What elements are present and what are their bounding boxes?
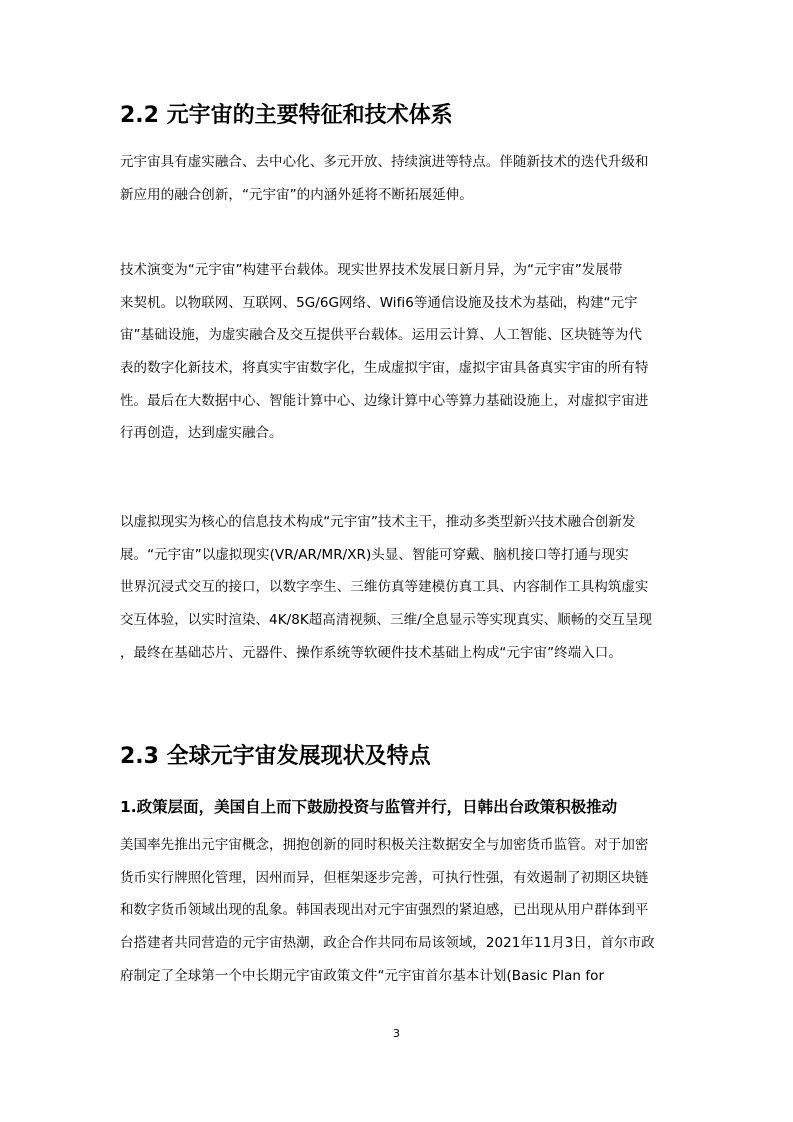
- text-line: 表的数字化新技术，将真实宇宙数字化，生成虚拟宇宙，虚拟宇宙具备真实宇宙的所有特: [120, 360, 649, 377]
- text-line: 展。“元宇宙”以虚拟现实(VR/AR/MR/XR)头显、智能可穿戴、脑机接口等打通与现实: [120, 546, 629, 563]
- text-line: 货币实行牌照化管理，因州而异，但框架逐步完善，可执行性强，有效遏制了初期区块链: [120, 869, 649, 886]
- subheading-policy: 1.政策层面，美国自上而下鼓励投资与监管并行，日韩出台政策积极推动: [120, 798, 618, 816]
- text-line: 行再创造，达到虚实融合。: [120, 425, 283, 442]
- text-line: 台搭建者共同营造的元宇宙热潮，政企合作共同布局该领域，2021年11月3日，首尔市政: [120, 935, 655, 952]
- text-line: ，最终在基础芯片、元器件、操作系统等软硬件技术基础上构成“元宇宙”终端入口。: [120, 644, 622, 661]
- text-line: 技术演变为“元宇宙”构建平台载体。现实世界技术发展日新月异，为“元宇宙”发展带: [120, 262, 623, 278]
- text-line: 交互体验，以实时渲染、4K/8K超高清视频、三维/全息显示等实现真实、顺畅的交互呈现: [120, 612, 653, 629]
- paragraph-platform: [120, 258, 680, 454]
- text-line: 新应用的融合创新，“元宇宙”的内涵外延将不断拓展延伸。: [120, 186, 473, 203]
- text-line: 来契机。以物联网、互联网、5G/6G网络、Wifi6等通信设施及技术为基础，构建“元宇: [120, 294, 638, 311]
- paragraph-virtual-reality: [120, 510, 680, 673]
- section-heading-2-3: 2.3 全球元宇宙发展现状及特点: [120, 744, 431, 769]
- text-line: 以虚拟现实为核心的信息技术构成“元宇宙”技术主干，推动多类型新兴技术融合创新发: [120, 514, 636, 530]
- text-line: 元宇宙具有虚实融合、去中心化、多元开放、持续演进等特点。伴随新技术的迭代升级和: [120, 154, 649, 170]
- text-line: 府制定了全球第一个中长期元宇宙政策文件“元宇宙首尔基本计划(Basic Plan for: [120, 967, 605, 984]
- text-line: 美国率先推出元宇宙概念，拥抱创新的同时积极关注数据安全与加密货币监管。对于加密: [120, 837, 649, 853]
- paragraph-policy: [120, 833, 680, 996]
- text-line: 和数字货币领域出现的乱象。韩国表现出对元宇宙强烈的紧迫感，已出现从用户群体到平: [120, 902, 649, 919]
- text-line: 性。最后在大数据中心、智能计算中心、边缘计算中心等算力基础设施上，对虚拟宇宙进: [120, 392, 649, 409]
- section-heading-2-2: 2.2 元宇宙的主要特征和技术体系: [120, 103, 453, 128]
- paragraph-characteristics: [120, 150, 680, 215]
- page-number: 3: [393, 1027, 400, 1040]
- text-line: 世界沉浸式交互的接口，以数字孪生、三维仿真等建模仿真工具、内容制作工具构筑虚实: [120, 579, 649, 596]
- text-line: 宙”基础设施，为虚实融合及交互提供平台载体。运用云计算、人工智能、区块链等为代: [120, 327, 642, 344]
